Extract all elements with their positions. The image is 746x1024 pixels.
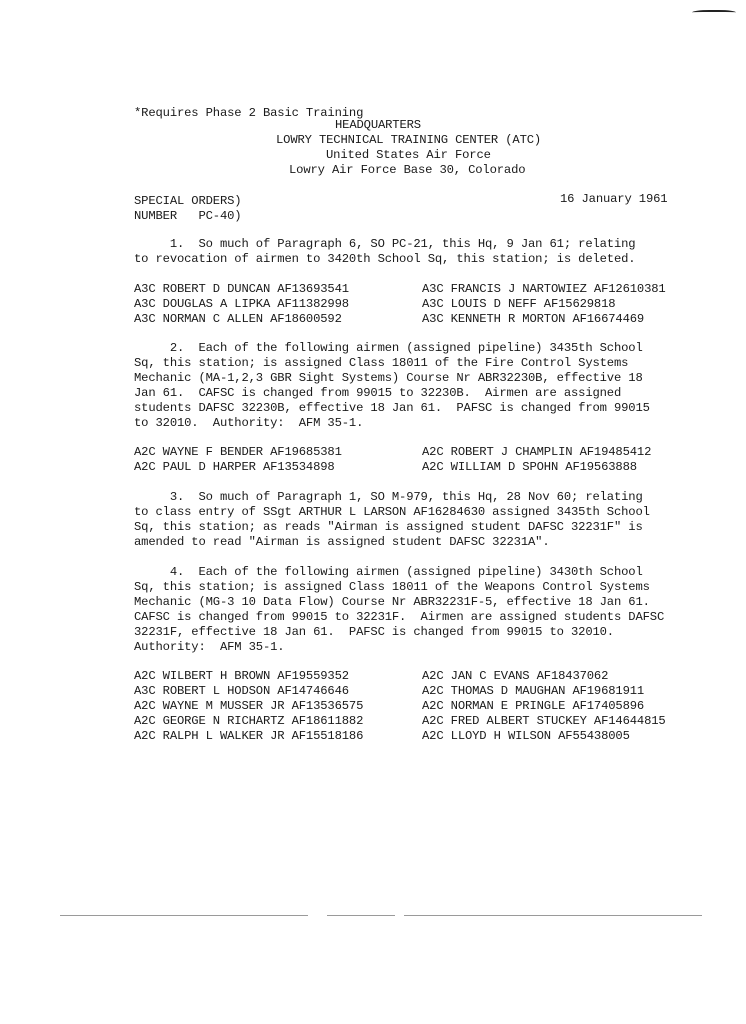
para4-airman-right-5: A2C LLOYD H WILSON AF55438005: [422, 729, 630, 743]
para1-airman-right-2: A3C LOUIS D NEFF AF15629818: [422, 297, 616, 311]
para3-line-3: Sq, this station; as reads "Airman is assigned student DAFSC 32231F" is: [134, 520, 643, 534]
scan-rule: [327, 915, 395, 916]
para4-airman-right-2: A2C THOMAS D MAUGHAN AF19681911: [422, 684, 645, 698]
para4-airman-left-2: A3C ROBERT L HODSON AF14746646: [134, 684, 349, 698]
para3-line-4: amended to read "Airman is assigned student DAFSC 32231A".: [134, 535, 550, 549]
para1-airman-left-2: A3C DOUGLAS A LIPKA AF11382998: [134, 297, 349, 311]
para1-airman-left-1: A3C ROBERT D DUNCAN AF13693541: [134, 282, 349, 296]
para2-line-3: Mechanic (MA-1,2,3 GBR Sight Systems) Course Nr ABR32230B, effective 18: [134, 371, 643, 385]
scan-rule: [60, 915, 308, 916]
para4-airman-left-5: A2C RALPH L WALKER JR AF15518186: [134, 729, 364, 743]
para4-airman-right-4: A2C FRED ALBERT STUCKEY AF14644815: [422, 714, 666, 728]
para1-airman-right-3: A3C KENNETH R MORTON AF16674469: [422, 312, 645, 326]
para2-line-1: 2. Each of the following airmen (assigned pipeline) 3435th School: [134, 341, 643, 355]
para2-airman-right-1: A2C ROBERT J CHAMPLIN AF19485412: [422, 445, 652, 459]
para2-line-2: Sq, this station; is assigned Class 18011 of the Fire Control Systems: [134, 356, 629, 370]
scan-rule: [404, 915, 702, 916]
para1-airman-right-1: A3C FRANCIS J NARTOWIEZ AF12610381: [422, 282, 666, 296]
para3-line-2: to class entry of SSgt ARTHUR L LARSON AF16284630 assigned 3435th School: [134, 505, 650, 519]
para4-line-1: 4. Each of the following airmen (assigned pipeline) 3430th School: [134, 565, 643, 579]
para2-airman-left-1: A2C WAYNE F BENDER AF19685381: [134, 445, 342, 459]
para4-airman-right-1: A2C JAN C EVANS AF18437062: [422, 669, 609, 683]
para3-line-1: 3. So much of Paragraph 1, SO M-979, this Hq, 28 Nov 60; relating: [134, 490, 643, 504]
para4-airman-left-1: A2C WILBERT H BROWN AF19559352: [134, 669, 349, 683]
para2-line-4: Jan 61. CAFSC is changed from 99015 to 32230B. Airmen are assigned: [134, 386, 622, 400]
header-line-2: LOWRY TECHNICAL TRAINING CENTER (ATC): [276, 133, 542, 147]
order-date: 16 January 1961: [560, 192, 668, 206]
special-orders-line: SPECIAL ORDERS): [134, 194, 242, 208]
para4-airman-right-3: A2C NORMAN E PRINGLE AF17405896: [422, 699, 645, 713]
pen-mark: [692, 10, 736, 16]
para1-line-2: to revocation of airmen to 3420th School Sq, this station; is deleted.: [134, 252, 636, 266]
para4-line-6: Authority: AFM 35-1.: [134, 640, 285, 654]
para4-line-4: CAFSC is changed from 99015 to 32231F. Airmen are assigned students DAFSC: [134, 610, 665, 624]
para2-airman-left-2: A2C PAUL D HARPER AF13534898: [134, 460, 335, 474]
header-line-1: HEADQUARTERS: [335, 118, 421, 132]
para4-line-5: 32231F, effective 18 Jan 61. PAFSC is changed from 99015 to 32010.: [134, 625, 614, 639]
para1-airman-left-3: A3C NORMAN C ALLEN AF18600592: [134, 312, 342, 326]
para4-airman-left-3: A2C WAYNE M MUSSER JR AF13536575: [134, 699, 364, 713]
header-line-4: Lowry Air Force Base 30, Colorado: [289, 163, 526, 177]
para2-airman-right-2: A2C WILLIAM D SPOHN AF19563888: [422, 460, 637, 474]
header-line-3: United States Air Force: [326, 148, 491, 162]
para4-line-2: Sq, this station; is assigned Class 18011 of the Weapons Control Systems: [134, 580, 650, 594]
para4-airman-left-4: A2C GEORGE N RICHARTZ AF18611882: [134, 714, 364, 728]
phase-note: *Requires Phase 2 Basic Training: [134, 106, 364, 120]
para1-line-1: 1. So much of Paragraph 6, SO PC-21, this Hq, 9 Jan 61; relating: [134, 237, 636, 251]
order-number-line: NUMBER PC-40): [134, 209, 242, 223]
para2-line-5: students DAFSC 32230B, effective 18 Jan 61. PAFSC is changed from 99015: [134, 401, 650, 415]
para2-line-6: to 32010. Authority: AFM 35-1.: [134, 416, 364, 430]
para4-line-3: Mechanic (MG-3 10 Data Flow) Course Nr ABR32231F-5, effective 18 Jan 61.: [134, 595, 650, 609]
